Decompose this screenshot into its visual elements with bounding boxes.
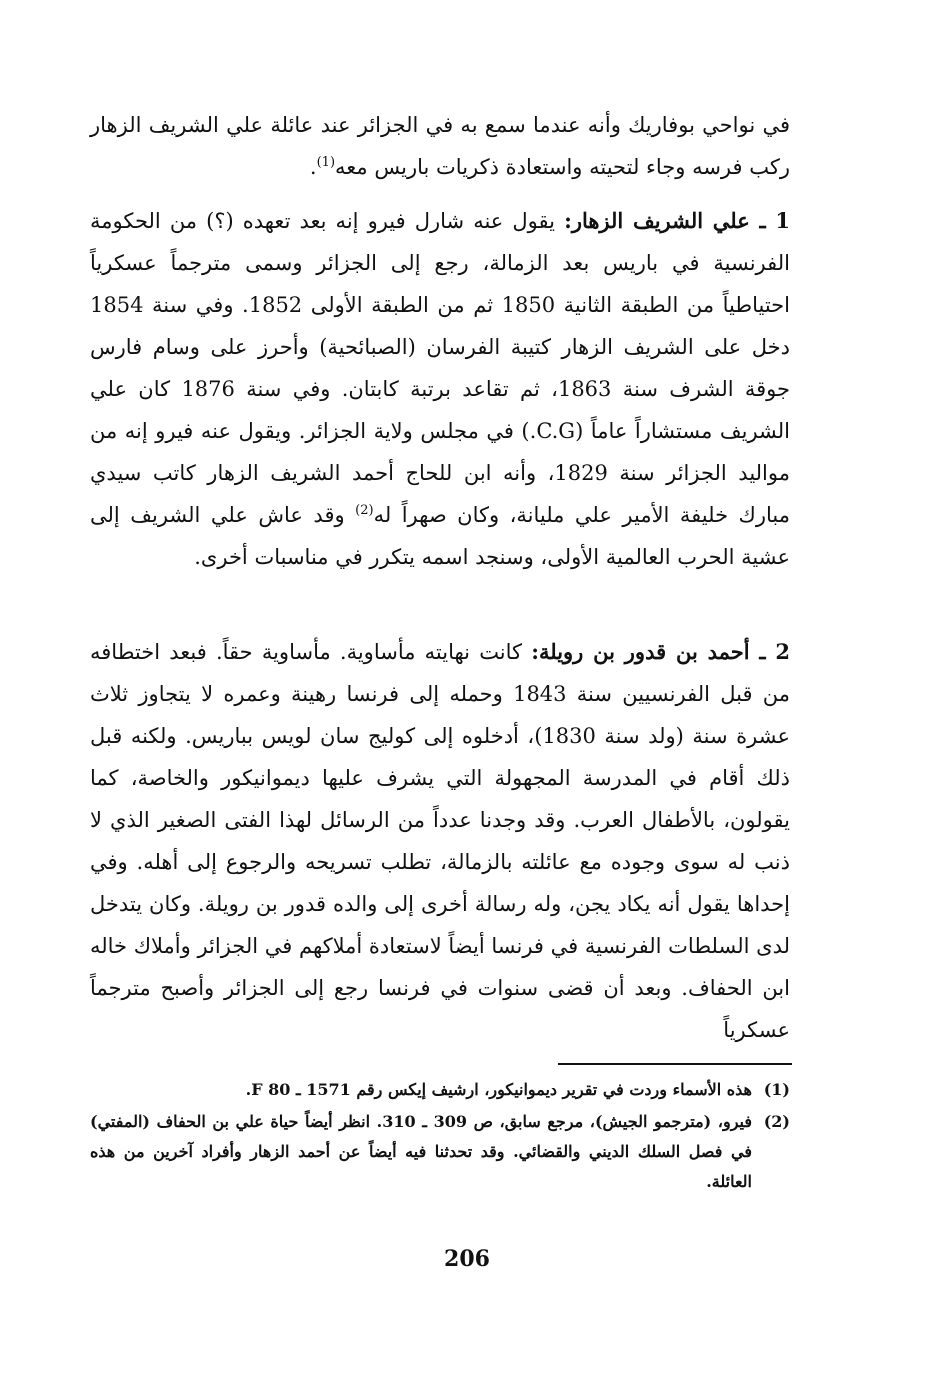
section-heading-ali-sharif: 1 ـ علي الشريف الزهار:: [564, 208, 790, 233]
footnote-ref-1: (1): [316, 155, 336, 170]
footnote-number: (1): [763, 1080, 790, 1099]
footnote-number: (2): [763, 1112, 790, 1131]
page-number: 206: [444, 1246, 490, 1272]
paragraph-ali-sharif-text-cont: وقد عاش علي الشريف إلى عشية الحرب العالمية الأولى، وسنجد اسمه يتكرر في مناسبات أخرى.: [90, 503, 790, 569]
footnote-ref-2: (2): [355, 503, 374, 518]
paragraph-ali-sharif: [90, 200, 790, 578]
section-heading-ahmed-ben-rouila: 2 ـ أحمد بن قدور بن رويلة:: [531, 639, 790, 664]
paragraph-ali-sharif-text: يقول عنه شارل فيرو إنه بعد تعهده (؟) من الحكومة الفرنسية في باريس بعد الزمالة، رجع إلى الجزائر وسمى مترجماً عسكرياً احتياطياً من الطبقة الثانية 1850 ثم من الطبقة الأولى 1852. وفي سنة 1854 دخل على الشريف الزهار كتيبة الفرسان (الصبائحية) وأحرز على وسام فارس جوقة الشرف سنة 1863، ثم تقاعد برتبة كابتان. وفي سنة 1876 كان علي الشريف مستشاراً عاماً (C.G.) في مجلس ولاية الجزائر. ويقول عنه فيرو إنه من مواليد الجزائر سنة 1829، وأنه ابن للحاج أحمد الشريف الزهار كاتب سيدي مبارك خليفة الأمير علي مليانة، وكان صهراً له: [90, 209, 790, 527]
paragraph-intro-text: في نواحي بوفاريك وأنه عندما سمع به في الجزائر عند عائلة علي الشريف الزهار ركب فرسه وجاء لتحيته واستعادة ذكريات باريس معه: [90, 113, 790, 179]
footnote-text: هذه الأسماء وردت في تقرير ديموانيكور، ارشيف إيكس رقم 1571 ـ F 80.: [245, 1080, 752, 1099]
paragraph-intro-end: .: [309, 155, 317, 179]
paragraph-ahmed-ben-rouila: [90, 631, 790, 1051]
footnote-separator: [558, 1063, 792, 1065]
footnote-1: [90, 1075, 790, 1105]
footnotes: [90, 1075, 790, 1199]
footnote-text: فيرو، (مترجمو الجيش)، مرجع سابق، ص 309 ـ 310. انظر أيضاً حياة علي بن الحفاف (المفتي) في فصل السلك الديني والقضائي. وقد تحدثنا فيه أيضاً عن أحمد الزهار وأفراد آخرين من هذه العائلة.: [90, 1112, 753, 1191]
paragraph-intro: [90, 104, 790, 188]
paragraph-ahmed-ben-rouila-text: كانت نهايته مأساوية. مأساوية حقاً. فبعد اختطافه من قبل الفرنسيين سنة 1843 وحمله إلى فرنسا رهينة وعمره لا يتجاوز ثلاث عشرة سنة (ولد سنة 1830)، أدخلوه إلى كوليج سان لويس بباريس. ولكنه قبل ذلك أقام في المدرسة المجهولة التي يشرف عليها ديموانيكور والخاصة، كما يقولون، بالأطفال العرب. وقد وجدنا عدداً من الرسائل لهذا الفتى الصغير الذي لا ذنب له سوى وجوده مع عائلته بالزمالة، تطلب تسريحه والرجوع إلى أهله. وفي إحداها يقول أنه يكاد يجن، وله رسالة أخرى إلى والده قدور بن رويلة. وكان يتدخل لدى السلطات الفرنسية في فرنسا أيضاً لاستعادة أملاكهم في الجزائر وأملاك خاله ابن الحفاف. وبعد أن قضى سنوات في فرنسا رجع إلى الجزائر وأصبح مترجماً عسكرياً: [90, 640, 790, 1042]
footnote-2: [90, 1107, 790, 1197]
